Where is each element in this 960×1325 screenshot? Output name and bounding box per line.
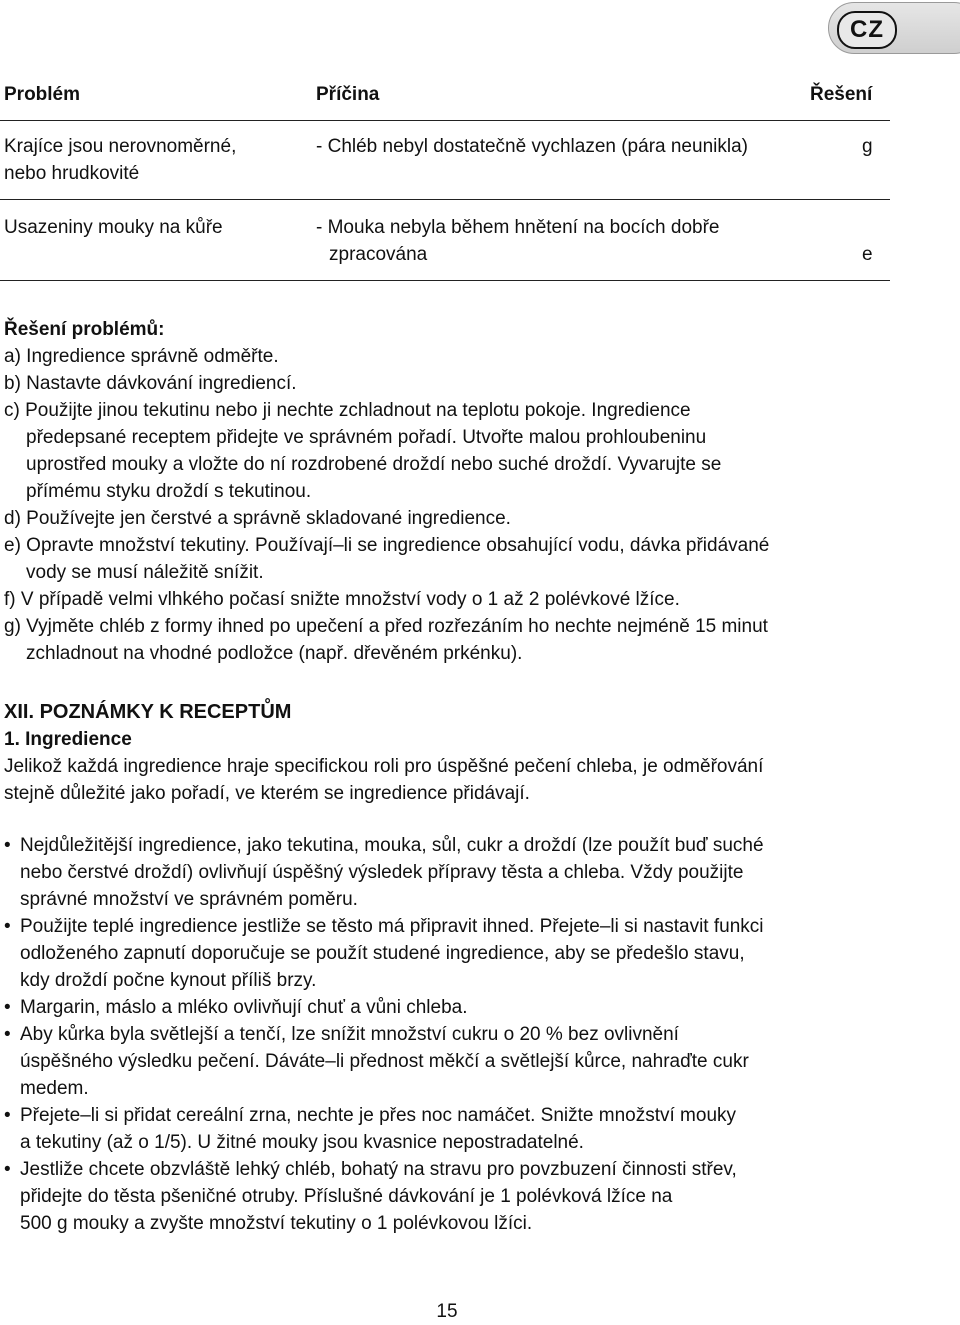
bullet-text: přidejte do těsta pšeničné otruby. Příslušné dávkování je 1 polévková lžíce na	[20, 1186, 673, 1207]
bullet-icon: •	[4, 997, 11, 1018]
bullet-line	[4, 886, 904, 913]
header-solution: Řešení	[810, 84, 873, 105]
bullet-line	[4, 1183, 904, 1210]
bullet-text: Použijte teplé ingredience jestliže se těsto má připravit ihned. Přejete–li si nastavit funkci	[20, 916, 764, 937]
subsection-title: 1. Ingredience	[4, 729, 132, 750]
notes-section	[4, 699, 904, 807]
solutions-title: Řešení problémů:	[4, 319, 165, 340]
bullet-line	[4, 1210, 904, 1237]
bullet-line	[4, 832, 904, 859]
bullet-text: úspěšného výsledku pečení. Dáváte–li přednost měkčí a světlejší kůrce, nahraďte cukr	[20, 1051, 749, 1072]
bullet-line	[4, 913, 904, 940]
table-row-1-solution: g	[862, 136, 873, 157]
solutions-section	[4, 316, 904, 667]
row-2-cause-line-2: zpracována	[329, 244, 428, 265]
bullet-line	[4, 967, 904, 994]
table-rule	[0, 120, 890, 121]
bullet-item	[4, 1102, 904, 1156]
bullet-item	[4, 913, 904, 994]
solution-line: vody se musí náležitě snížit.	[26, 562, 264, 583]
solution-line: a) Ingredience správně odměřte.	[4, 346, 279, 367]
bullet-line	[4, 940, 904, 967]
bullet-item	[4, 994, 904, 1021]
bullet-text: Přejete–li si přidat cereální zrna, nechte je přes noc namáčet. Snižte množství mouky	[20, 1105, 737, 1126]
row-2-cause-line-1: - Mouka nebyla během hnětení na bocích dobře	[316, 217, 720, 238]
bullet-icon: •	[4, 1159, 11, 1180]
solutions-list	[4, 343, 904, 667]
table-row-1-cause: - Chléb nebyl dostatečně vychlazen (pára neunikla)	[316, 136, 748, 157]
table-row-2-problem: Usazeniny mouky na kůře	[4, 217, 223, 238]
bullet-text: správné množství ve správném poměru.	[20, 889, 358, 910]
bullet-text: a tekutiny (až o 1/5). U žitné mouky jsou kvasnice nepostradatelné.	[20, 1132, 584, 1153]
table-row-2-cause	[316, 214, 720, 268]
solution-line: b) Nastavte dávkování ingrediencí.	[4, 373, 297, 394]
section-title: XII. POZNÁMKY K RECEPTŮM	[4, 701, 292, 723]
bullet-text: Aby kůrka byla světlejší a tenčí, lze snížit množství cukru o 20 % bez ovlivnění	[20, 1024, 679, 1045]
solution-line: f) V případě velmi vlhkého počasí snižte množství vody o 1 až 2 polévkové lžíce.	[4, 589, 680, 610]
bullet-line	[4, 1048, 904, 1075]
bullet-line	[4, 1021, 904, 1048]
solution-line: c) Použijte jinou tekutinu nebo ji nechte zchladnout na teplotu pokoje. Ingredience	[4, 400, 691, 421]
language-badge-label: CZ	[837, 11, 897, 49]
intro-line: Jelikož každá ingredience hraje specifickou roli pro úspěšné pečení chleba, je odměřování	[4, 756, 764, 777]
bullet-line	[4, 1156, 904, 1183]
bullet-line	[4, 1075, 904, 1102]
table-rule	[0, 199, 890, 200]
bullet-item	[4, 1021, 904, 1102]
solution-line: přímému styku droždí s tekutinou.	[26, 481, 312, 502]
solution-line: zchladnout na vhodné podložce (např. dřevěném prkénku).	[26, 643, 523, 664]
header-cause: Příčina	[316, 84, 380, 105]
solution-line: předepsané receptem přidejte ve správném pořadí. Utvořte malou prohloubeninu	[26, 427, 707, 448]
bullet-line	[4, 1129, 904, 1156]
solution-line: d) Používejte jen čerstvé a správně skladované ingredience.	[4, 508, 511, 529]
bullet-icon: •	[4, 916, 11, 937]
bullet-icon: •	[4, 835, 11, 856]
bullet-text: Margarin, máslo a mléko ovlivňují chuť a vůni chleba.	[20, 997, 468, 1018]
table-row-2-solution: e	[862, 244, 873, 265]
bullet-text: Nejdůležitější ingredience, jako tekutina, mouka, sůl, cukr a droždí (lze použít buď suché	[20, 835, 764, 856]
bullet-icon: •	[4, 1105, 11, 1126]
bullet-text: Jestliže chcete obzvláště lehký chléb, bohatý na stravu pro povzbuzení činnosti střev,	[20, 1159, 737, 1180]
language-badge	[828, 2, 960, 54]
bullet-line	[4, 859, 904, 886]
bullet-text: nebo čerstvé droždí) ovlivňují úspěšný výsledek přípravy těsta a chleba. Vždy použijte	[20, 862, 744, 883]
table-row-1-problem	[4, 133, 236, 187]
solution-line: e) Opravte množství tekutiny. Používají–li se ingredience obsahující vodu, dávka přidávané	[4, 535, 770, 556]
bullet-text: medem.	[20, 1078, 89, 1099]
row-1-problem-line-2: nebo hrudkovité	[4, 163, 140, 184]
bullet-item	[4, 832, 904, 913]
intro-line: stejně důležité jako pořadí, ve kterém se ingredience přidávají.	[4, 783, 530, 804]
solution-line: uprostřed mouky a vložte do ní rozdrobené droždí nebo suché droždí. Vyvarujte se	[26, 454, 722, 475]
bullet-icon: •	[4, 1024, 11, 1045]
page-number: 15	[436, 1301, 458, 1322]
row-1-problem-line-1: Krajíce jsou nerovnoměrné,	[4, 136, 237, 157]
bullet-line	[4, 994, 904, 1021]
solution-line: g) Vyjměte chléb z formy ihned po upečení a před rozřezáním ho nechte nejméně 15 minut	[4, 616, 768, 637]
bullet-line	[4, 1102, 904, 1129]
bullet-text: kdy droždí počne kynout příliš brzy.	[20, 970, 317, 991]
header-problem: Problém	[4, 84, 81, 105]
notes-bullet-list	[4, 832, 904, 1237]
table-rule	[0, 280, 890, 281]
bullet-text: odloženého zapnutí doporučuje se použít studené ingredience, aby se předešlo stavu,	[20, 943, 745, 964]
bullet-item	[4, 1156, 904, 1237]
bullet-text: 500 g mouky a zvyšte množství tekutiny o 1 polévkovou lžíci.	[20, 1213, 533, 1234]
